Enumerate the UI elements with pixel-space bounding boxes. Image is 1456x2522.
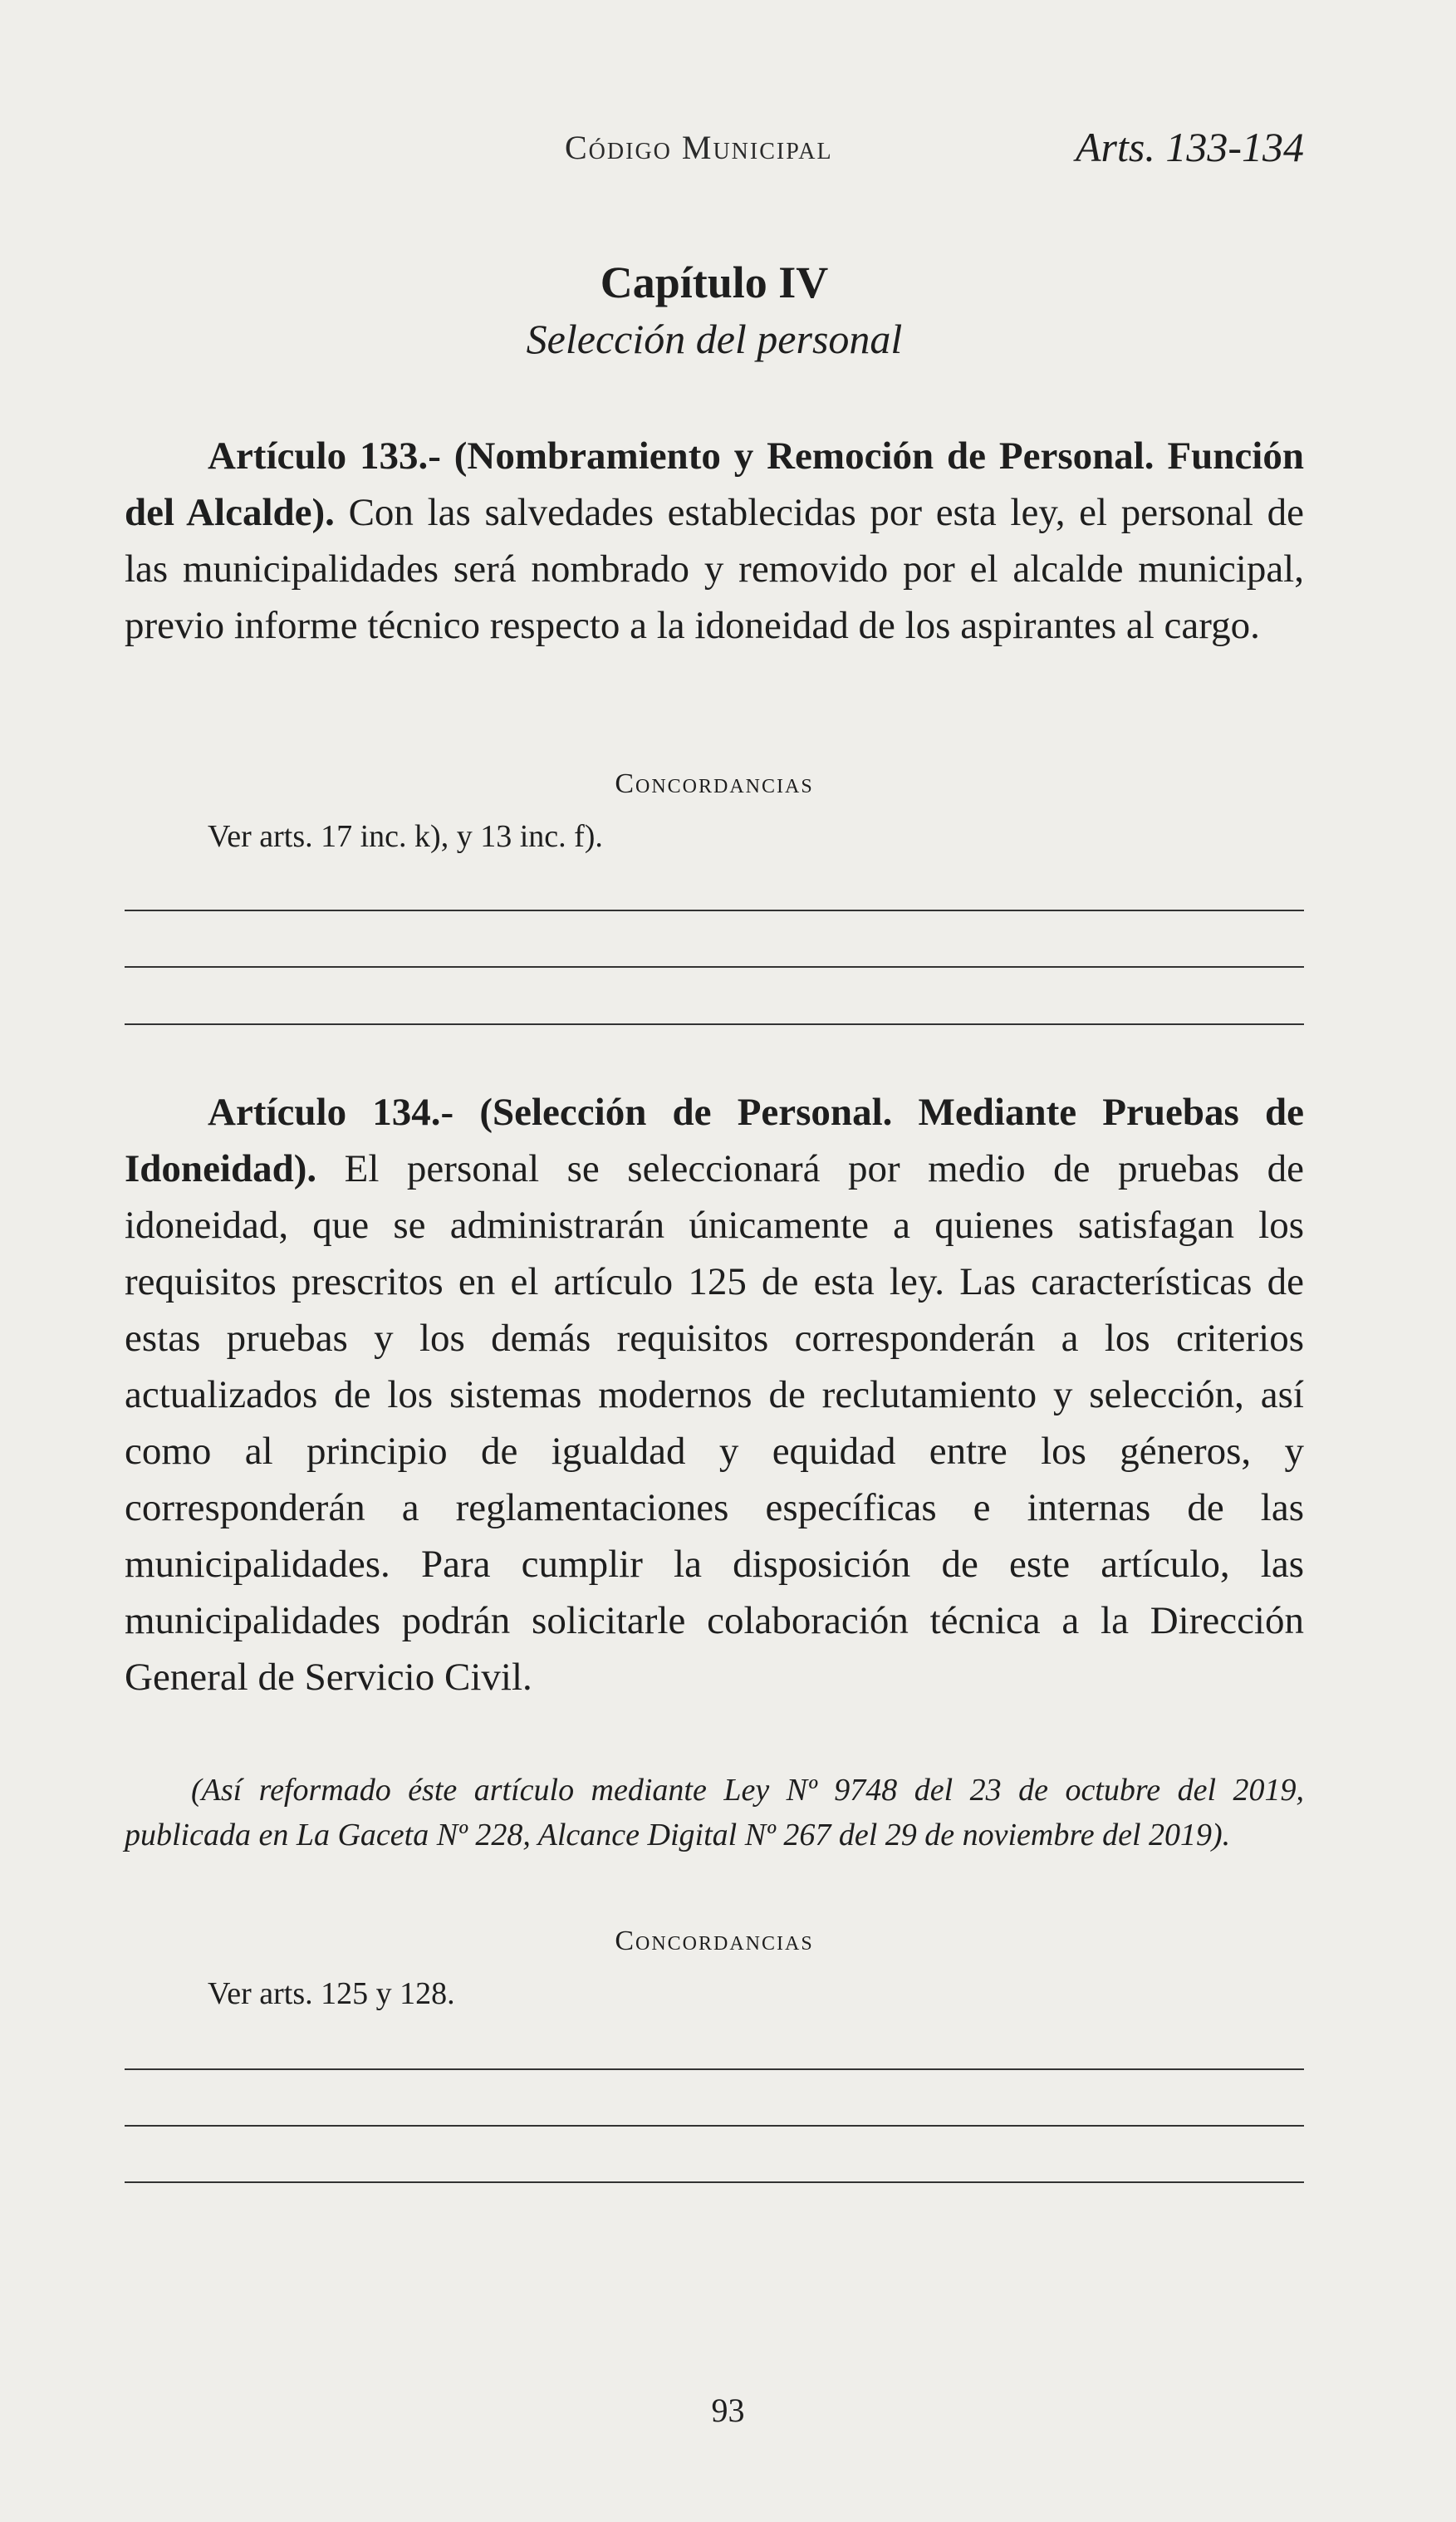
note-line (125, 966, 1304, 968)
article-133-body: Con las salvedades establecidas por esta ley, el personal de las municipalidades será nombrado y removido por el alcalde municipal, previo informe técnico respecto a la idoneidad de los aspirantes al cargo. (125, 491, 1304, 647)
article-134 (125, 1084, 1304, 1705)
chapter-title: Capítulo IV (600, 258, 829, 307)
concordancias-134-heading: Concordancias (615, 1926, 814, 1956)
article-134-body: El personal se seleccionará por medio de pruebas de idoneidad, que se administrarán únicamente a quienes satisfagan los requisitos prescritos en el artículo 125 de esta ley. Las características de estas pruebas y los demás requisitos corresponderán a los criterios actualizados de los sistemas modernos de reclutamiento y selección, así como al principio de igualdad y equidad entre los géneros, y corresponderán a reglamentaciones específicas e internas de las municipalidades. Para cumplir la disposición de este artículo, las municipalidades podrán solicitarle colaboración técnica a la Dirección General de Servicio Civil. (125, 1147, 1304, 1699)
article-134-heading: Artículo 134.- (Selección de Personal. Mediante Pruebas de Idoneidad). (125, 1091, 1304, 1190)
note-line (125, 2125, 1304, 2127)
note-line (125, 1023, 1304, 1025)
concordancias-133-heading: Concordancias (615, 768, 814, 799)
note-line (125, 2068, 1304, 2070)
running-header-articles: Arts. 133-134 (1076, 124, 1304, 170)
article-133 (125, 428, 1304, 654)
running-header (125, 123, 1304, 189)
chapter-heading (125, 253, 1304, 366)
concordancias-133-text: Ver arts. 17 inc. k), y 13 inc. f). (208, 819, 603, 854)
article-134-reform-note: (Así reformado éste artículo mediante Ley Nº 9748 del 23 de octubre del 2019, publicada en La Gaceta Nº 228, Alcance Digital Nº 267 del 29 de noviembre del 2019). (125, 1773, 1304, 1852)
running-header-title: Código Municipal (565, 129, 833, 166)
chapter-subtitle: Selección del personal (526, 316, 903, 362)
note-line (125, 2181, 1304, 2183)
concordancias-134-text: Ver arts. 125 y 128. (208, 1976, 455, 2011)
note-line (125, 910, 1304, 911)
article-133-heading: Artículo 133.- (Nombramiento y Remoción de Personal. Función del Alcalde). (125, 434, 1304, 534)
page-number: 93 (711, 2392, 745, 2429)
